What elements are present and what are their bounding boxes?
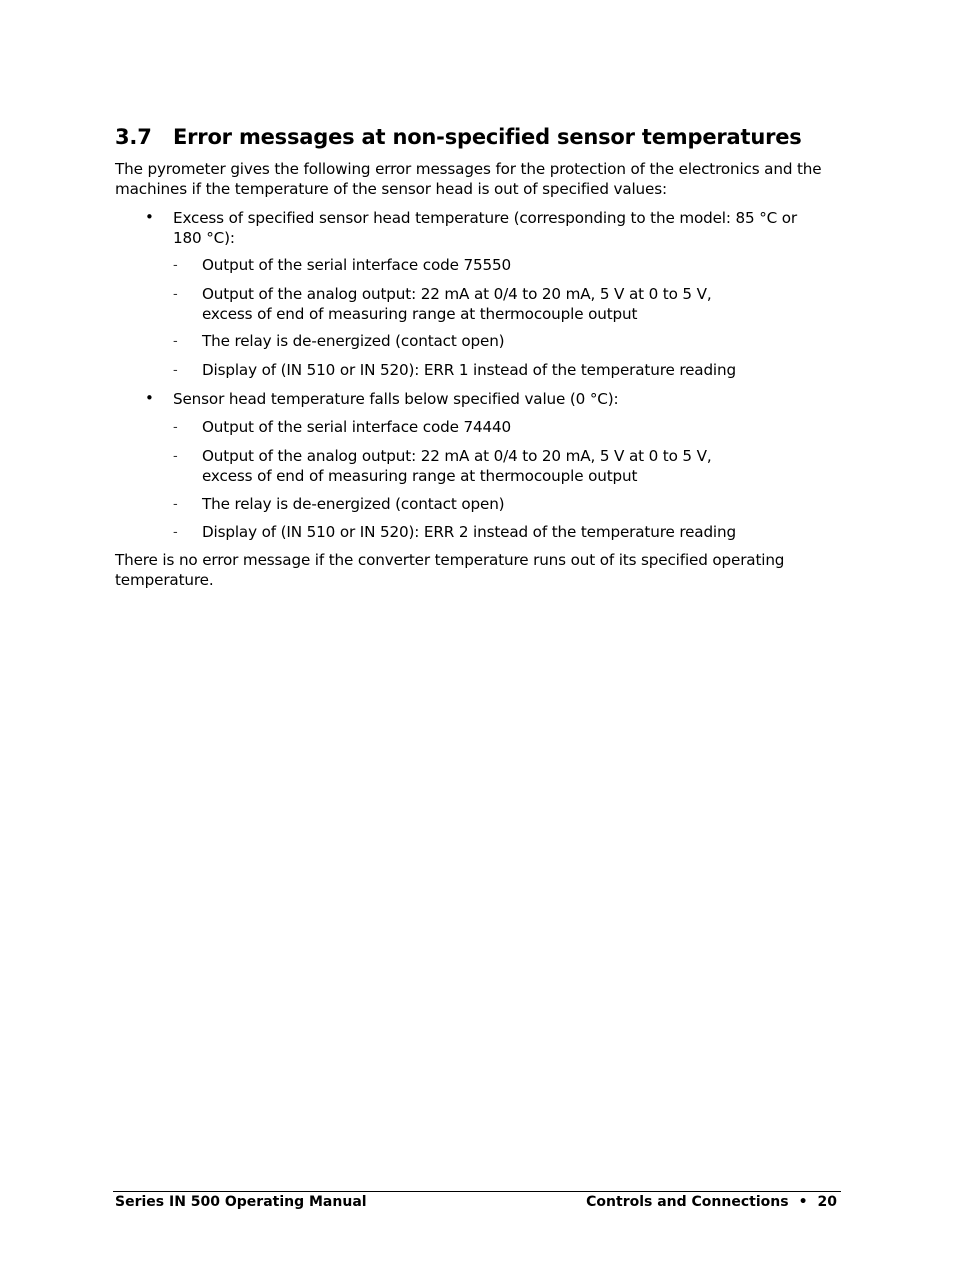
bullet-marker: • xyxy=(145,389,154,407)
sub-item-text: The relay is de-energized (contact open) xyxy=(202,332,505,350)
page-number: 20 xyxy=(817,1194,837,1210)
sub-item xyxy=(202,361,822,381)
sub-item xyxy=(202,418,822,438)
bullet-text-line: Excess of specified sensor head temperature (corresponding to the model: 85 °C or xyxy=(173,209,798,227)
sub-item-text: Output of the analog output: 22 mA at 0/4 to 20 mA, 5 V at 0 to 5 V, xyxy=(202,285,712,303)
dash-marker: - xyxy=(173,497,178,512)
dash-marker: - xyxy=(173,287,178,302)
footer-divider xyxy=(113,1191,841,1192)
sub-item xyxy=(202,285,822,324)
sub-item xyxy=(202,332,822,352)
sub-item-text: Display of (IN 510 or IN 520): ERR 1 instead of the temperature reading xyxy=(202,361,736,379)
sub-item xyxy=(202,495,822,515)
sub-item-text: Output of the serial interface code 75550 xyxy=(202,256,512,274)
bullet-text-line: Sensor head temperature falls below specified value (0 °C): xyxy=(173,390,619,408)
sub-item-text: excess of end of measuring range at thermocouple output xyxy=(202,304,638,323)
sub-item-text: Display of (IN 510 or IN 520): ERR 2 instead of the temperature reading xyxy=(202,523,736,541)
intro-paragraph: The pyrometer gives the following error messages for the protection of the electronics and the machines if the temperature of the sensor head is out of specified values: xyxy=(115,160,822,198)
bullet-marker: • xyxy=(145,208,154,226)
footer-section-name: Controls and Connections xyxy=(586,1194,789,1210)
dash-marker: - xyxy=(173,449,178,464)
footer-manual-title: Series IN 500 Operating Manual xyxy=(115,1194,367,1210)
dash-marker: - xyxy=(173,420,178,435)
sub-item xyxy=(202,256,822,276)
sub-item xyxy=(202,523,822,543)
sub-item xyxy=(202,447,822,486)
footer-separator: • xyxy=(798,1194,808,1210)
section-heading xyxy=(115,125,802,149)
bullet-item-excess xyxy=(173,209,813,248)
sub-item-text: Output of the analog output: 22 mA at 0/4 to 20 mA, 5 V at 0 to 5 V, xyxy=(202,447,712,465)
section-number: 3.7 xyxy=(115,125,152,149)
footer-section-page xyxy=(586,1194,837,1210)
sub-item-text: excess of end of measuring range at thermocouple output xyxy=(202,466,638,485)
dash-marker: - xyxy=(173,334,178,349)
sub-item-text: Output of the serial interface code 74440 xyxy=(202,418,512,436)
bullet-text-line: 180 °C): xyxy=(173,228,235,247)
dash-marker: - xyxy=(173,525,178,540)
dash-marker: - xyxy=(173,363,178,378)
sub-item-text: The relay is de-energized (contact open) xyxy=(202,495,505,513)
closing-paragraph: There is no error message if the converter temperature runs out of its specified operating temperature. xyxy=(115,551,785,589)
dash-marker: - xyxy=(173,258,178,273)
section-title: Error messages at non-specified sensor temperatures xyxy=(173,125,802,149)
bullet-item-below xyxy=(173,390,813,410)
